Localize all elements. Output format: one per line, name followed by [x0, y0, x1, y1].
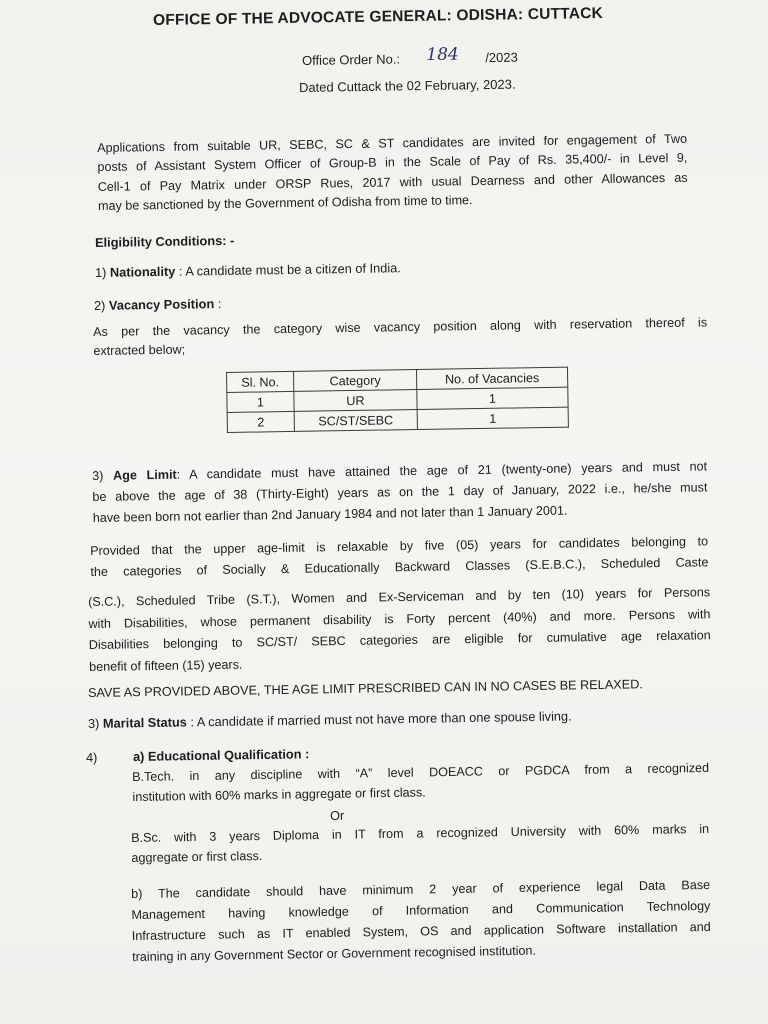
provided-paragraph	[90, 531, 709, 583]
age-line: have been born not earlier than 2nd January 1984 and not later than 1 January 2001.	[92, 503, 568, 525]
office-order-number: 184	[426, 44, 459, 66]
provided-line: (S.C.), Scheduled Tribe (S.T.), Women and Ex-Serviceman and by ten (10) years for Persons	[88, 585, 711, 609]
education-heading: a) Educational Qualification :	[132, 746, 310, 764]
vacancy-line: As per the vacancy the category wise vacancy position along with reservation thereof is	[93, 315, 708, 339]
table-cell: UR	[294, 390, 417, 412]
age-line: 3) Age Limit: A candidate must have attained the age of 21 (twenty-one) years and must not	[92, 459, 708, 483]
btech-paragraph	[132, 758, 710, 807]
experience-line: Infrastructure such as IT enabled System, OS and application Software installation and	[131, 919, 711, 943]
age-line: be above the age of 38 (Thirty-Eight) years as on the 1 day of January, 2022 i.e., he/she must	[92, 480, 708, 504]
age-limit-paragraph	[92, 456, 708, 529]
intro-line: Cell-1 of Pay Matrix under ORSP Rues, 2017 with usual Dearness and other Allowances as	[97, 170, 688, 194]
table-header: Category	[293, 370, 416, 392]
provided-line: the categories of Socially & Educationally Backward Classes (S.E.B.C.), Scheduled Caste	[90, 555, 709, 579]
intro-line: Applications from suitable UR, SEBC, SC & ST candidates are invited for engagement of Two	[97, 131, 688, 155]
intro-paragraph	[97, 130, 688, 216]
table-header: Sl. No.	[227, 371, 294, 392]
vacancy-line: extracted below;	[93, 342, 186, 359]
eligibility-heading: Eligibility Conditions: -	[94, 232, 235, 250]
intro-line: may be sanctioned by the Government of Odisha from time to time.	[97, 193, 473, 213]
experience-paragraph	[131, 875, 711, 968]
marital-status-clause: 3) Marital Status : A candidate if married must not have more than one spouse living.	[87, 708, 572, 731]
experience-line: Management having knowledge of Information and Communication Technology	[131, 898, 711, 922]
table-cell: 1	[417, 407, 568, 429]
bsc-line: aggregate or first class.	[131, 848, 263, 865]
provided-line: benefit of fifteen (15) years.	[89, 657, 243, 674]
office-order-label: Office Order No.:	[301, 51, 401, 68]
vacancy-label: Vacancy Position	[108, 296, 215, 313]
education-number: 4)	[85, 749, 98, 765]
save-as-provided-line: SAVE AS PROVIDED ABOVE, THE AGE LIMIT PRESCRIBED CAN IN NO CASES BE RELAXED.	[87, 677, 643, 700]
office-order-line	[301, 44, 518, 70]
bsc-line: B.Sc. with 3 years Diploma in IT from a recognized University with 60% marks in	[131, 821, 710, 845]
provided-line: Disabilities belonging to SC/ST/ SEBC categories are eligible for cumulative age relaxation	[88, 628, 711, 652]
table-cell: SC/ST/SEBC	[294, 410, 417, 432]
or-separator: Or	[329, 807, 345, 823]
age-limit-label: Age Limit	[112, 467, 177, 483]
table-cell: 2	[227, 411, 294, 432]
marital-status-label: Marital Status	[102, 714, 187, 731]
table-cell: 1	[417, 387, 568, 409]
provided-line: Provided that the upper age-limit is relaxable by five (05) years for candidates belonging to	[90, 534, 709, 558]
vacancy-heading: 2) Vacancy Position :	[93, 296, 222, 313]
office-order-year: /2023	[485, 49, 518, 66]
experience-line: b) The candidate should have minimum 2 year of experience legal Data Base	[131, 877, 711, 901]
table-cell: 1	[227, 391, 294, 412]
experience-line: training in any Government Sector or Government recognised institution.	[132, 943, 537, 964]
provided-continuation	[88, 582, 711, 678]
nationality-clause: 1) Nationality : A candidate must be a citizen of India.	[94, 260, 401, 280]
table-row	[227, 407, 568, 432]
provided-line: with Disabilities, whose permanent disability is Forty percent (40%) and more. Persons with	[88, 606, 711, 631]
bsc-paragraph	[131, 819, 710, 868]
intro-line: posts of Assistant System Officer of Group-B in the Scale of Pay of Rs. 35,400/- in Level 9,	[97, 151, 688, 175]
btech-line: B.Tech. in any discipline with “A” level DOEACC or PGDCA from a recognized	[132, 760, 710, 784]
office-title: OFFICE OF THE ADVOCATE GENERAL: ODISHA: CUTTACK	[152, 4, 604, 29]
vacancy-table	[226, 367, 569, 433]
btech-line: institution with 60% marks in aggregate or first class.	[132, 785, 426, 804]
vacancy-paragraph	[93, 313, 708, 361]
dated-line: Dated Cuttack the 02 February, 2023.	[298, 76, 516, 95]
nationality-label: Nationality	[109, 263, 176, 280]
table-header: No. of Vacancies	[416, 367, 567, 389]
